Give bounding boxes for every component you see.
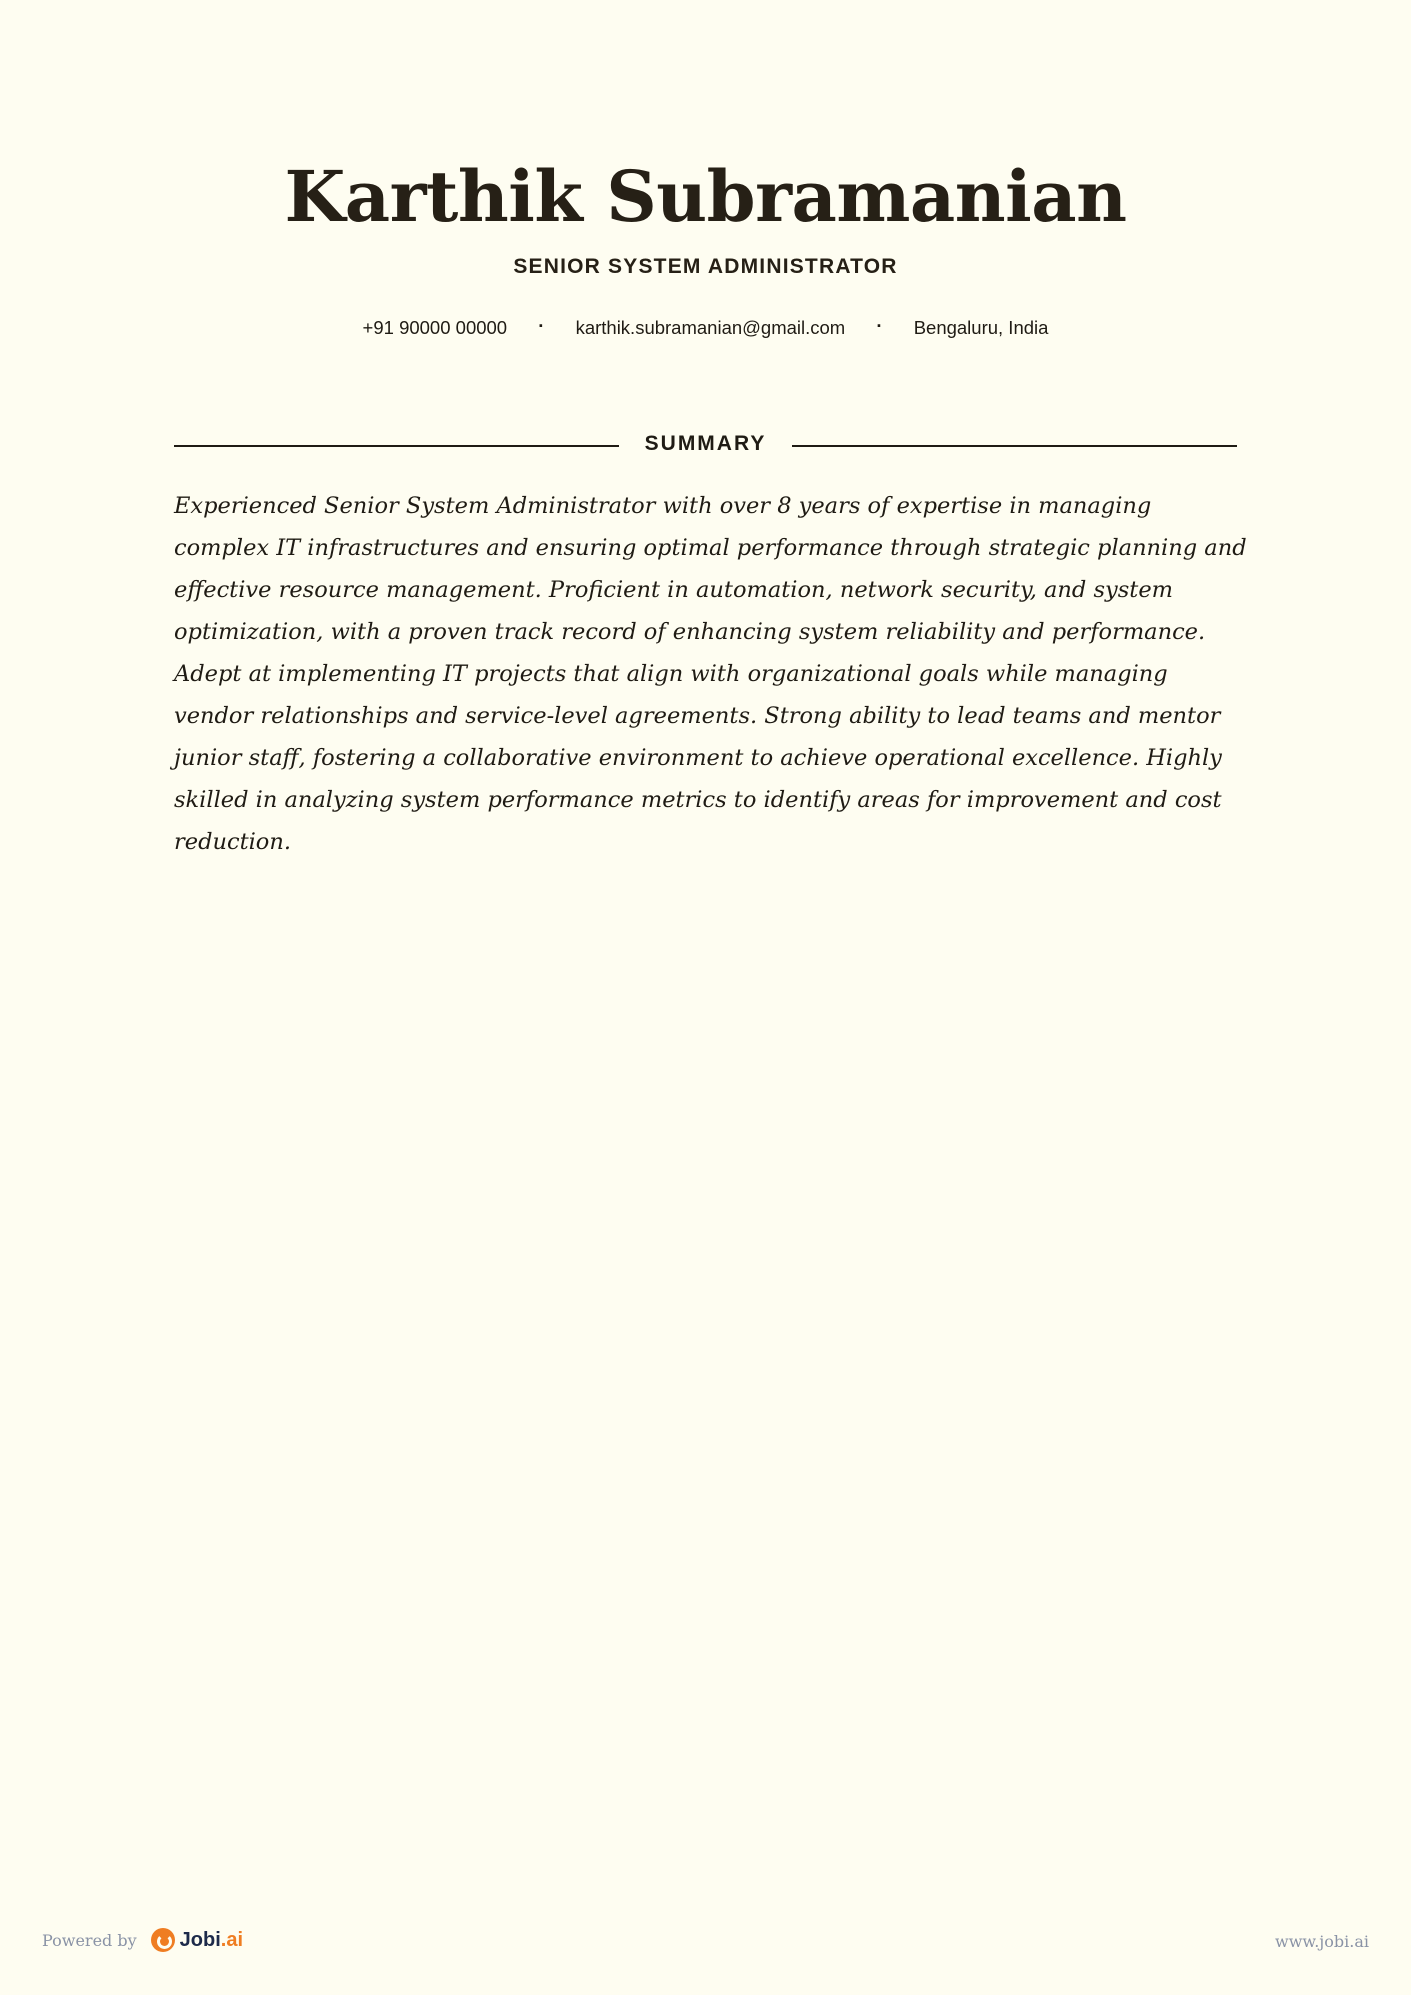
jobi-logo-icon (151, 1928, 175, 1952)
powered-by-footer (42, 1928, 243, 1952)
contact-info (0, 317, 1411, 339)
phone-number: +91 90000 00000 (362, 317, 508, 338)
section-divider-right (792, 445, 1237, 447)
job-title: SENIOR SYSTEM ADMINISTRATOR (513, 255, 898, 278)
brand-suffix: .ai (220, 1928, 244, 1951)
summary-section-header (174, 430, 1237, 460)
summary-text: Experienced Senior System Administrator with over 8 years of expertise in managing complex IT infrastructures and ensuring optimal performance through strategic planning and effective resource management. Proficient in automation, network security, and system optimization, with a proven track record of enhancing system reliability and performance. Adept at implementing IT projects that align with organizational goals while managing vendor relationships and service-level agreements. Strong ability to lead teams and mentor junior staff, fostering a collaborative environment to achieve operational excellence. Highly skilled in analyzing system performance metrics to identify areas for improvement and cost reduction. (174, 493, 1247, 855)
email-address: karthik.subramanian@gmail.com (575, 317, 846, 338)
summary-heading: SUMMARY (644, 432, 767, 455)
location: Bengaluru, India (913, 317, 1049, 338)
brand-name[interactable] (180, 1929, 243, 1952)
contact-separator: · (876, 315, 883, 336)
candidate-name: Karthik Subramanian (284, 155, 1127, 238)
contact-separator: · (538, 315, 545, 336)
website-link[interactable]: www.jobi.ai (1275, 1932, 1369, 1951)
powered-by-label: Powered by (42, 1930, 137, 1950)
brand-main: Jobi (179, 1928, 221, 1951)
